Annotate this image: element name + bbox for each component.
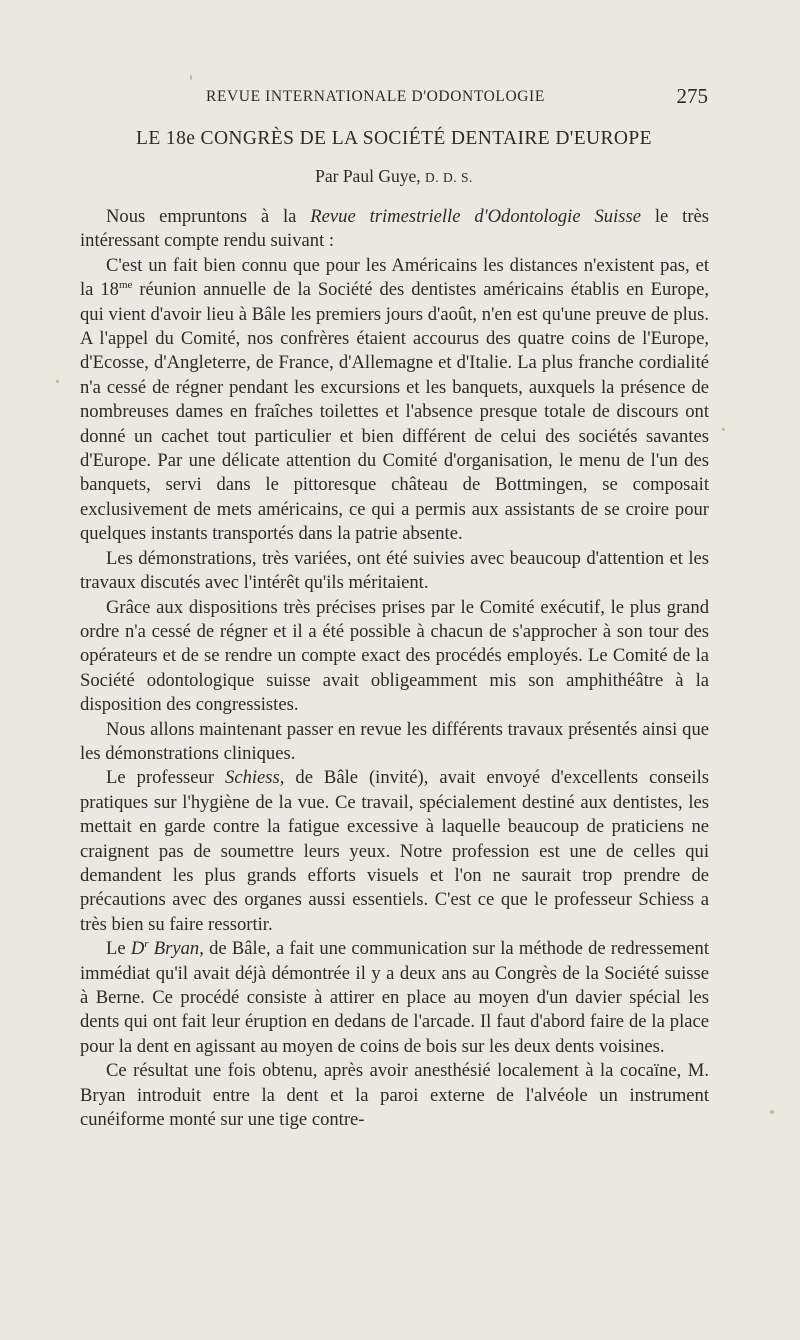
byline-prefix: Par Paul	[315, 166, 374, 186]
body-paragraph	[80, 254, 709, 547]
superscript-text: r	[144, 938, 149, 951]
italic-text: Schiess	[225, 767, 280, 789]
paragraph-text: , de Bâle (invité), avait envoyé d'excellents conseils pratiques sur l'hygiène de la vue. Ce travail, spécialement destiné aux dentistes, les mettait en garde contre la fatigue excessive à laquelle beaucoup de praticiens ne craignent pas de soumettre leurs yeux. Notre profession est une de celles qui demandent les plus grands efforts visuels et l'on ne saurait trop prendre de précautions avec des organes aussi essentiels. C'est ce que le professeur Schiess a très bien su faire ressortir.	[80, 767, 709, 935]
paper-speck	[722, 428, 725, 431]
byline-degree: D. D. S.	[424, 170, 473, 185]
paragraph-text: réunion annuelle de la Société des dentistes américains établis en Europe, qui vient d'avoir lieu à Bâle les premiers jours d'août, n'en est qu'une preuve de plus. A l'appel du Comité, nos confrères étaient accourus des quatre coins de l'Europe, d'Ecosse, d'Angleterre, de France, d'Allemagne et d'Italie. La plus franche cordialité n'a cessé de régner pendant les excursions et les banquets, auxquels la présence de nombreuses dames en fraîches toilettes et l'absence presque totale de discours ont donné un cachet tout particulier et bien différent de celui des sociétés savantes d'Europe. Par une délicate attention du Comité d'organisation, le menu de l'un des banquets, servi dans le pittoresque château de Bottmingen, se composait exclusivement de mets américains, ce qui a permis aux assistants de se croire pour quelques instants transportés dans la patrie absente.	[80, 279, 709, 545]
article-title	[80, 128, 708, 150]
page-number: 275	[676, 84, 708, 108]
paper-speck	[770, 1110, 774, 1114]
paragraph-text: , de Bâle, a fait une communication sur la méthode de redressement immédiat qu'il avait déjà démontrée il y a deux ans au Congrès de la Société suisse à Berne. Ce procédé consiste à attirer en place au moyen d'un davier spécial les dents qui ont fait leur éruption en dedans de l'arcade. Il faut d'abord faire de la place pour la dent en agissant au moyen de coins de bois sur les deux dents voisines.	[80, 938, 709, 1057]
paragraph-text: Le professeur	[106, 767, 226, 789]
italic-text: D	[130, 938, 145, 960]
body-paragraph	[80, 1059, 709, 1132]
body-paragraph	[80, 547, 709, 596]
italic-text: Bryan	[148, 938, 200, 960]
body-paragraph	[80, 937, 709, 1059]
superscript-text: me	[118, 279, 133, 292]
paragraph-text: Nous empruntons à la	[106, 206, 311, 227]
page-header	[80, 84, 708, 112]
paper-speck	[190, 75, 192, 80]
body-paragraph	[80, 596, 709, 718]
paragraph-text: Les démonstrations, très variées, ont été suivies avec beaucoup d'attention et les travaux discutés avec l'intérêt qu'ils méritaient.	[80, 547, 709, 594]
article-body	[80, 205, 709, 1132]
paragraph-text: Nous allons maintenant passer en revue les différents travaux présentés ainsi que les démonstrations cliniques.	[80, 718, 709, 764]
italic-text: Revue trimestrielle d'Odontologie Suisse	[310, 206, 641, 227]
paragraph-text: Ce résultat une fois obtenu, après avoir anesthésié localement à la cocaïne, M. Bryan introduit entre la dent et la paroi externe de l'alvéole un instrument cunéiforme monté sur une tige contre-	[80, 1060, 709, 1131]
body-paragraph	[80, 718, 709, 767]
paragraph-text: le très intéressant compte rendu suivant :	[80, 206, 710, 252]
article-title-text: LE 18e CONGRÈS DE LA SOCIÉTÉ DENTAIRE D'EUROPE	[136, 128, 652, 149]
paragraph-text: Grâce aux dispositions très précises prises par le Comité exécutif, le plus grand ordre n'a cessé de régner et il a été possible à chacun de s'approcher à son tour des opérateurs et de se rendre un compte exact des procédés employés. Le Comité de la Société odontologique suisse avait obligeamment mis son amphithéâtre à la disposition des congressistes.	[80, 596, 709, 716]
paragraph-text: Le	[106, 938, 131, 960]
body-paragraph	[80, 766, 709, 937]
paper-speck	[56, 380, 59, 383]
article-byline	[80, 166, 708, 187]
paragraph-text: C'est un fait bien connu que pour les Américains les distances n'existent pas, et la 18	[80, 254, 709, 301]
body-paragraph	[80, 205, 709, 254]
running-title: REVUE INTERNATIONALE D'ODONTOLOGIE	[206, 88, 545, 105]
byline-author: Guye,	[378, 166, 421, 186]
